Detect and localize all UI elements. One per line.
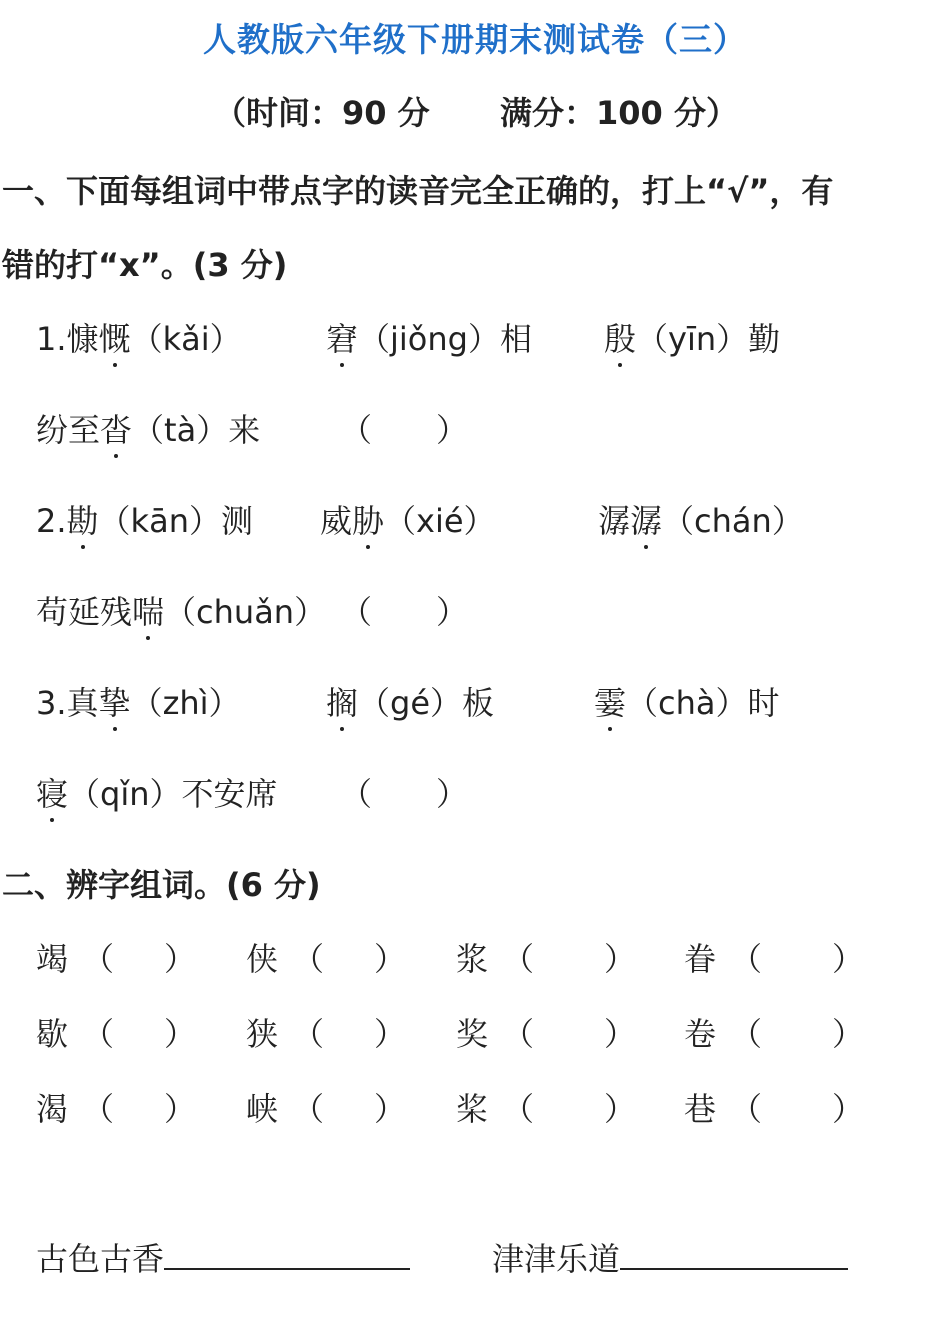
- q2-item-b: [320, 496, 496, 542]
- q1-item-b: [326, 314, 532, 360]
- paren-open: （: [292, 1090, 325, 1128]
- q3-item-c: [594, 678, 780, 724]
- q1-dotted-char: 慨: [99, 314, 131, 360]
- q2a-pre: 2.: [36, 502, 67, 540]
- q3-answer-blank[interactable]: （ ）: [340, 775, 469, 813]
- q2-item-a: [36, 496, 253, 542]
- paren-close: ）: [164, 1090, 197, 1128]
- q2-answer-blank[interactable]: （ ）: [340, 593, 469, 631]
- exam-time: （时间：90 分: [214, 94, 430, 132]
- q1-answer-blank[interactable]: （ ）: [340, 411, 469, 449]
- exam-score: 满分：100 分）: [500, 94, 738, 132]
- idiom-right-blank[interactable]: [620, 1238, 848, 1270]
- paren-open: （: [502, 1015, 535, 1053]
- paren-open: （: [730, 1015, 763, 1053]
- paren-open: （: [292, 1015, 325, 1053]
- section2-heading: 二、辨字组词。(6 分): [2, 866, 321, 904]
- q2c-dotted-char: 潺: [630, 496, 662, 542]
- q3c-rest: （chà）时: [626, 684, 780, 722]
- q1-pinyin: （kǎi）: [130, 320, 242, 358]
- word-cell: [684, 1084, 864, 1130]
- idiom-left: [36, 1234, 410, 1280]
- paren-close: ）: [374, 940, 407, 978]
- paren-close: ）: [374, 1090, 407, 1128]
- q1b-dotted-char: 窘: [326, 314, 358, 360]
- section1-heading-line2: 错的打“x”。(3 分): [2, 246, 288, 284]
- paren-open: （: [82, 940, 115, 978]
- word-cell: [456, 1084, 636, 1130]
- paren-open: （: [82, 1090, 115, 1128]
- grid-char: 浆: [456, 940, 489, 978]
- q1-item-a: [36, 314, 242, 360]
- paren-close: ）: [164, 940, 197, 978]
- q2-item-c: [598, 496, 804, 542]
- paren-open: （: [82, 1015, 115, 1053]
- grid-char: 竭: [36, 940, 69, 978]
- q3c-dotted-char: 霎: [594, 678, 626, 724]
- grid-char: 巷: [684, 1090, 717, 1128]
- q1b-rest: （jiǒng）相: [358, 320, 532, 358]
- grid-char: 侠: [246, 940, 279, 978]
- paren-open: （: [730, 1090, 763, 1128]
- grid-char: 峡: [246, 1090, 279, 1128]
- q2b-rest: （xié）: [384, 502, 496, 540]
- q1d-pre: 纷至: [36, 411, 101, 449]
- q1d-rest: （tà）来: [132, 411, 261, 449]
- word-cell: [36, 1009, 196, 1055]
- q3-item-b: [326, 678, 494, 724]
- paren-close: ）: [164, 1015, 197, 1053]
- grid-char: 眷: [684, 940, 717, 978]
- q1-prefix: 1.: [36, 320, 67, 358]
- q2d-pre: 苟延残: [36, 593, 133, 631]
- q1-char1: 慷: [66, 320, 99, 358]
- paren-close: ）: [604, 940, 637, 978]
- paren-close: ）: [604, 1015, 637, 1053]
- q2b-dotted-char: 胁: [352, 496, 384, 542]
- word-cell: [246, 934, 406, 980]
- q1-item-d: [36, 405, 260, 451]
- grid-char: 奖: [456, 1015, 489, 1053]
- word-cell: [456, 1009, 636, 1055]
- paren-close: ）: [604, 1090, 637, 1128]
- grid-char: 狭: [246, 1015, 279, 1053]
- paren-close: ）: [832, 1015, 865, 1053]
- word-cell: [36, 1084, 196, 1130]
- word-cell: [36, 934, 196, 980]
- q2-item-d: [36, 587, 326, 633]
- idiom-right: [492, 1234, 848, 1280]
- idiom-left-text: 古色古香: [36, 1240, 165, 1278]
- paren-close: ）: [374, 1015, 407, 1053]
- q3a-pre: 3.真: [36, 684, 99, 722]
- word-cell: [456, 934, 636, 980]
- section1-heading-line1: 一、下面每组词中带点字的读音完全正确的，打上“√”，有: [2, 172, 834, 210]
- paren-open: （: [292, 940, 325, 978]
- q1c-rest: （yīn）勤: [636, 320, 781, 358]
- q2c-rest: （chán）: [662, 502, 804, 540]
- q3-item-a: [36, 678, 241, 724]
- q2c-pre: 潺: [598, 502, 631, 540]
- paren-open: （: [730, 940, 763, 978]
- q2a-dotted-char: 勘: [67, 496, 99, 542]
- q2a-rest: （kān）测: [98, 502, 253, 540]
- word-cell: [684, 1009, 864, 1055]
- grid-char: 渴: [36, 1090, 69, 1128]
- page-title: 人教版六年级下册期末测试卷（三）: [203, 20, 747, 59]
- idiom-left-blank[interactable]: [164, 1238, 410, 1270]
- q1d-dotted-char: 沓: [100, 405, 132, 451]
- q3b-dotted-char: 搁: [326, 678, 358, 724]
- q1c-dotted-char: 殷: [604, 314, 636, 360]
- idiom-right-text: 津津乐道: [492, 1240, 621, 1278]
- paren-close: ）: [832, 1090, 865, 1128]
- q3-item-d: [36, 769, 278, 815]
- q2d-dotted-char: 喘: [132, 587, 164, 633]
- q2b-pre: 威: [320, 502, 353, 540]
- q2d-rest: （chuǎn）: [164, 593, 327, 631]
- q1-item-c: [604, 314, 780, 360]
- grid-char: 桨: [456, 1090, 489, 1128]
- grid-char: 歇: [36, 1015, 69, 1053]
- q3d-rest: （qǐn）不安席: [68, 775, 278, 813]
- paren-open: （: [502, 1090, 535, 1128]
- q3b-rest: （gé）板: [358, 684, 495, 722]
- paren-close: ）: [832, 940, 865, 978]
- q3a-rest: （zhì）: [130, 684, 241, 722]
- q3d-dotted-char: 寝: [36, 769, 68, 815]
- grid-char: 卷: [684, 1015, 717, 1053]
- paren-open: （: [502, 940, 535, 978]
- word-cell: [684, 934, 864, 980]
- word-cell: [246, 1009, 406, 1055]
- word-cell: [246, 1084, 406, 1130]
- q3a-dotted-char: 挚: [99, 678, 131, 724]
